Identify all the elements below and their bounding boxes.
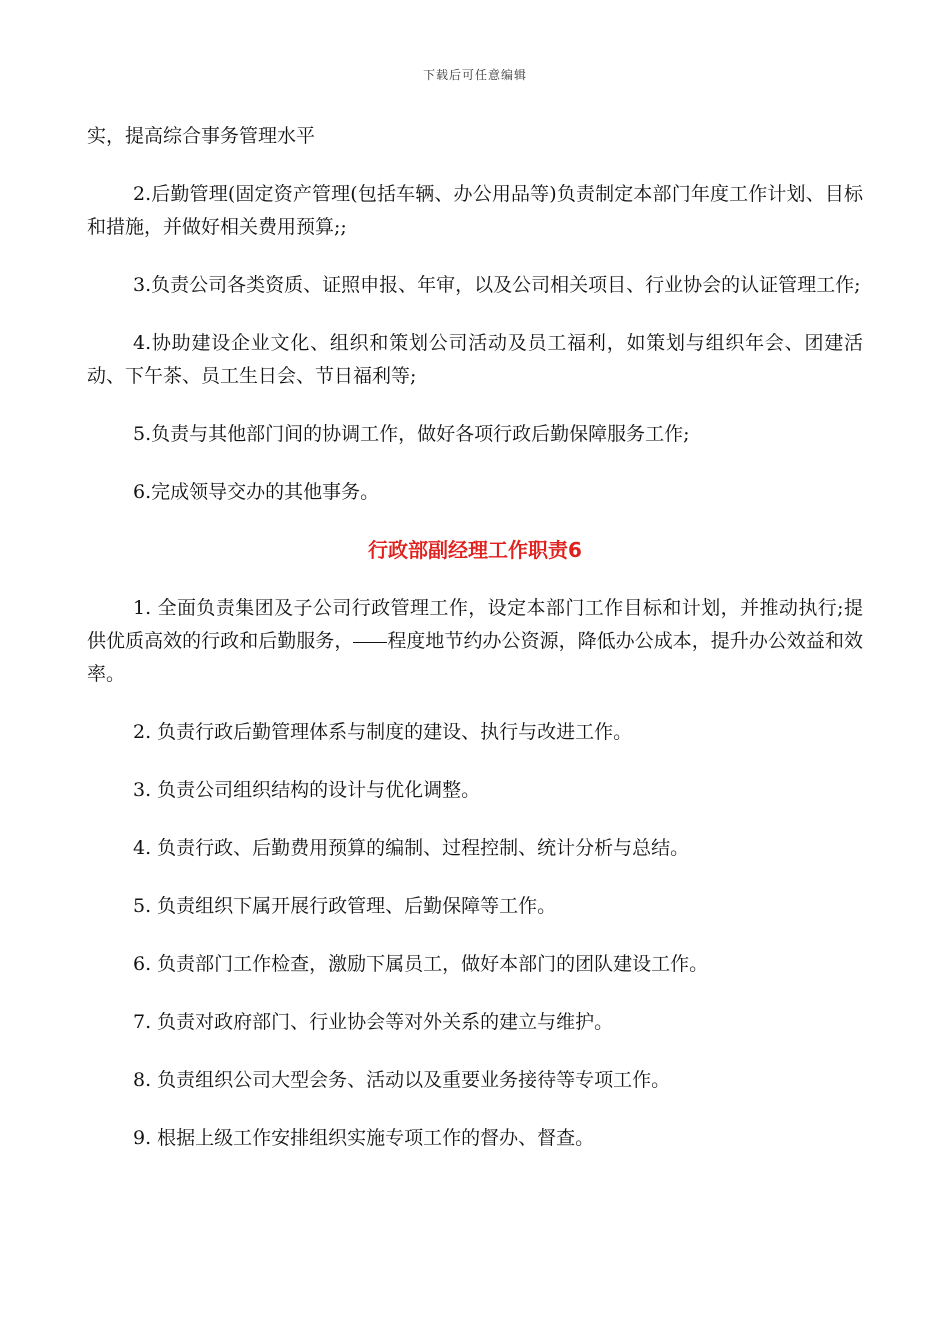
continuation-paragraph: 实，提高综合事务管理水平 — [87, 125, 316, 147]
list-item: 2.后勤管理(固定资产管理(包括车辆、办公用品等)负责制定本部门年度工作计划、目标和措施，并做好相关费用预算;; — [87, 183, 863, 238]
list-item: 5. 负责组织下属开展行政管理、后勤保障等工作。 — [133, 895, 557, 917]
list-item: 7. 负责对政府部门、行业协会等对外关系的建立与维护。 — [133, 1011, 614, 1033]
list-item: 3. 负责公司组织结构的设计与优化调整。 — [133, 779, 481, 801]
list-item-text: 程度地节约办公资源，降低办公成本，提升办公效益和效率。 — [87, 630, 863, 685]
list-item: 9. 根据上级工作安排组织实施专项工作的督办、督查。 — [133, 1127, 595, 1149]
list-item: 8. 负责组织公司大型会务、活动以及重要业务接待等专项工作。 — [133, 1069, 671, 1091]
page-header: 下载后可任意编辑 — [422, 68, 527, 82]
list-item: 4. 负责行政、后勤费用预算的编制、过程控制、统计分析与总结。 — [133, 837, 690, 859]
list-item: 3.负责公司各类资质、证照申报、年审，以及公司相关项目、行业协会的认证管理工作; — [133, 274, 861, 296]
list-item: 5.负责与其他部门间的协调工作，做好各项行政后勤保障服务工作; — [133, 423, 690, 445]
list-item-text: 1. 全面负责集团及子公司行政管理工作，设定本部门工作目标和计划，并推动执行;提供优质高效的行政和后勤服务， — [87, 597, 863, 652]
fill-in-blank — [353, 641, 387, 643]
list-item — [87, 592, 863, 691]
document-body — [87, 120, 863, 1180]
list-item: 4.协助建设企业文化、组织和策划公司活动及员工福利，如策划与组织年会、团建活动、下午茶、员工生日会、节日福利等; — [87, 332, 863, 387]
section-heading: 行政部副经理工作职责6 — [368, 538, 582, 562]
list-item: 6. 负责部门工作检查，激励下属员工，做好本部门的团队建设工作。 — [133, 953, 709, 975]
list-item: 6.完成领导交办的其他事务。 — [133, 481, 380, 503]
list-item: 2. 负责行政后勤管理体系与制度的建设、执行与改进工作。 — [133, 721, 633, 743]
